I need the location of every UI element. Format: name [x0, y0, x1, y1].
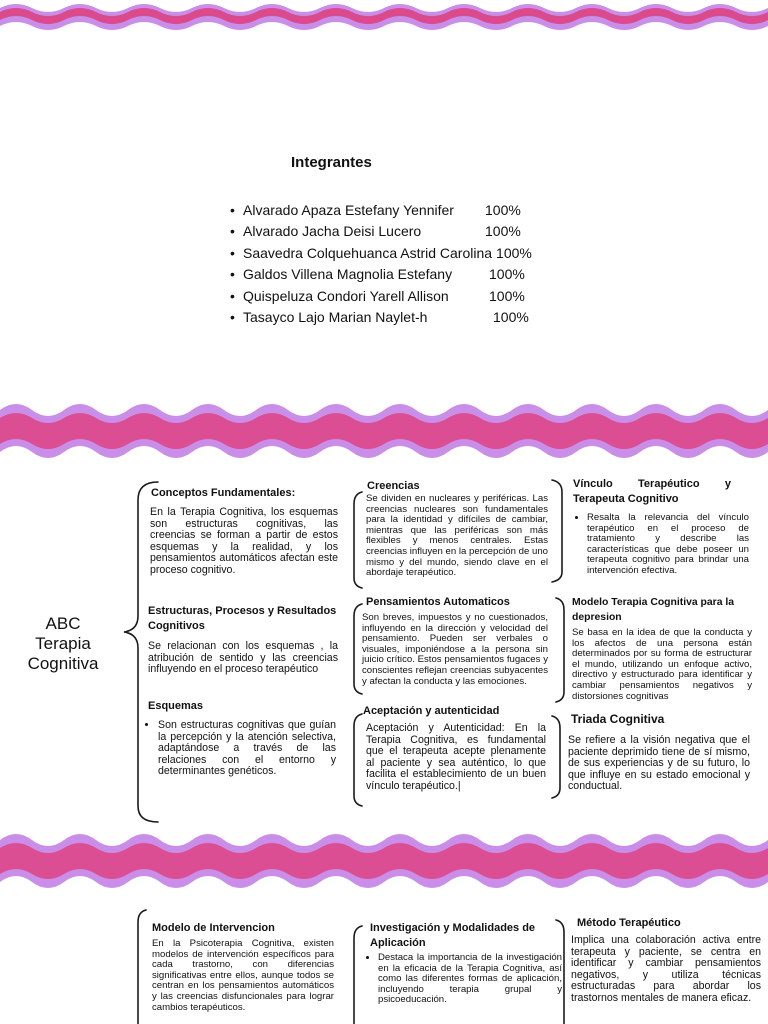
decorative-wave-band-lower	[0, 826, 768, 896]
bracket-modelo-depresion	[556, 598, 564, 702]
modelo-depresion-title: Modelo Terapia Cognitiva para la depresion	[572, 597, 735, 623]
estructuras-title: Estructuras, Procesos y Resultados Cognitivos	[148, 605, 337, 632]
metodo-title: Método Terapéutico	[577, 917, 681, 929]
investigacion-list	[366, 953, 562, 1006]
intervencion-title: Modelo de Intervencion	[152, 922, 275, 934]
triada-title: Triada Cognitiva	[571, 712, 665, 726]
bracket-triada	[552, 716, 560, 798]
member-item: • Saavedra Colquehuanca Astrid Carolina 100%	[230, 243, 532, 264]
member-item: • Alvarado Jacha Deisi Lucero 100%	[230, 221, 532, 242]
vinculo-title: Vínculo Terapéutico y Terapeuta Cognitivo	[573, 478, 731, 505]
aceptacion-text: Aceptación y Autenticidad: En la Terapia Cognitiva, es fundamental que el terapeuta acepte plenamente al paciente y sea auténtico, lo que facilita el establecimiento de un buen vínculo terapéutico.|	[366, 722, 546, 792]
creencias-text: Se dividen en nucleares y periféricas. Las creencias nucleares son fundamentales para la identidad y difíciles de cambiar, mientras que las periféricas son más flexibles y menos centrales. Estas creencias influyen en la percepción de uno mismo y del mundo, siendo clave en el abordaje terapéutico.	[366, 493, 548, 579]
triada-text: Se refiere a la visión negativa que el paciente deprimido tiene de sí mismo, de sus experiencias y de su futuro, lo que influye en su estado emocional y conductual.	[568, 734, 750, 793]
pensamientos-title: Pensamientos Automaticos	[366, 596, 510, 608]
conceptos-title: Conceptos Fundamentales:	[151, 487, 296, 499]
investigacion-title: Investigación y Modalidades de Aplicación	[370, 922, 536, 949]
vinculo-text: • Resalta la relevancia del vínculo terapéutico en el proceso de tratamiento y describe las características que debe poseer un terapeuta cognitivo para brindar una intervención efectiva.	[587, 513, 749, 577]
central-title: ABC Terapia Cognitiva	[27, 614, 99, 673]
bracket-intervencion	[138, 910, 146, 1024]
creencias-title: Creencias	[367, 480, 420, 492]
pensamientos-text: Son breves, impuestos y no cuestionados, influyendo en la dirección y velocidad del pensamiento. Pueden ser verbales o visuales, imponiéndose a la persona sin juicio crítico. Estos pensamientos fugaces y conscientes reflejan creencias subyacentes y afectan la conducta y las emociones.	[362, 612, 548, 687]
esquemas-text: • Son estructuras cognitivas que guían la percepción y la atención selectiva, adaptándose a través de las relaciones con el entorno y determinantes genéticos.	[158, 720, 336, 778]
vinculo-list	[575, 513, 749, 577]
member-item: • Quispeluza Condori Yarell Allison 100%	[230, 286, 532, 307]
integrantes-title: Integrantes	[291, 154, 372, 171]
estructuras-text: Se relacionan con los esquemas , la atribución de sentido y las creencias influyendo en el proceso terapéutico	[148, 640, 338, 676]
members-list	[190, 200, 532, 328]
modelo-depresion-text: Se basa en la idea de que la conducta y los afectos de una persona están determinados por su forma de estructurar el mundo, utilizando un enfoque activo, directivo y estructurado para identificar y cambiar pensamientos negativos y distorsiones cognitivas	[572, 627, 752, 702]
intervencion-text: En la Psicoterapia Cognitiva, existen modelos de intervención específicos para cada trastorno, con diferencias significativas entre ellos, aunque todos se centran en los pensamientos automáticos y las creencias disfuncionales para lograr cambios terapéuticos.	[152, 938, 334, 1013]
esquemas-list	[146, 720, 336, 778]
decorative-wave-band-top	[0, 0, 768, 36]
bracket-vinculo	[552, 480, 562, 582]
member-item: • Galdos Villena Magnolia Estefany 100%	[230, 264, 532, 285]
metodo-text: Implica una colaboración activa entre terapeuta y paciente, se centra en identificar y cambiar pensamientos negativos, y utiliza técnicas estructuradas para abordar los trastornos mentales de manera eficaz.	[571, 934, 761, 1004]
bracket-investigacion	[354, 926, 362, 1024]
member-item: • Alvarado Apaza Estefany Yennifer 100%	[230, 200, 532, 221]
aceptacion-title: Aceptación y autenticidad	[363, 705, 500, 717]
investigacion-text: • Destaca la importancia de la investigación en la eficacia de la Terapia Cognitiva, así como las diferentes formas de aplicación, incluyendo terapia grupal y psicoeducación.	[378, 953, 562, 1006]
member-item: • Tasayco Lajo Marian Naylet-h 100%	[230, 307, 532, 328]
bracket-aceptacion	[354, 714, 362, 806]
bracket-creencias	[354, 492, 362, 588]
esquemas-title: Esquemas	[148, 700, 204, 712]
conceptos-text: En la Terapia Cognitiva, los esquemas son estructuras cognitivas, las creencias se forman a partir de estos esquemas y la realidad, y los pensamientos automáticos afectan este proceso cognitivo.	[150, 506, 338, 576]
bracket-pensamientos	[354, 604, 362, 694]
decorative-wave-band-middle	[0, 396, 768, 466]
